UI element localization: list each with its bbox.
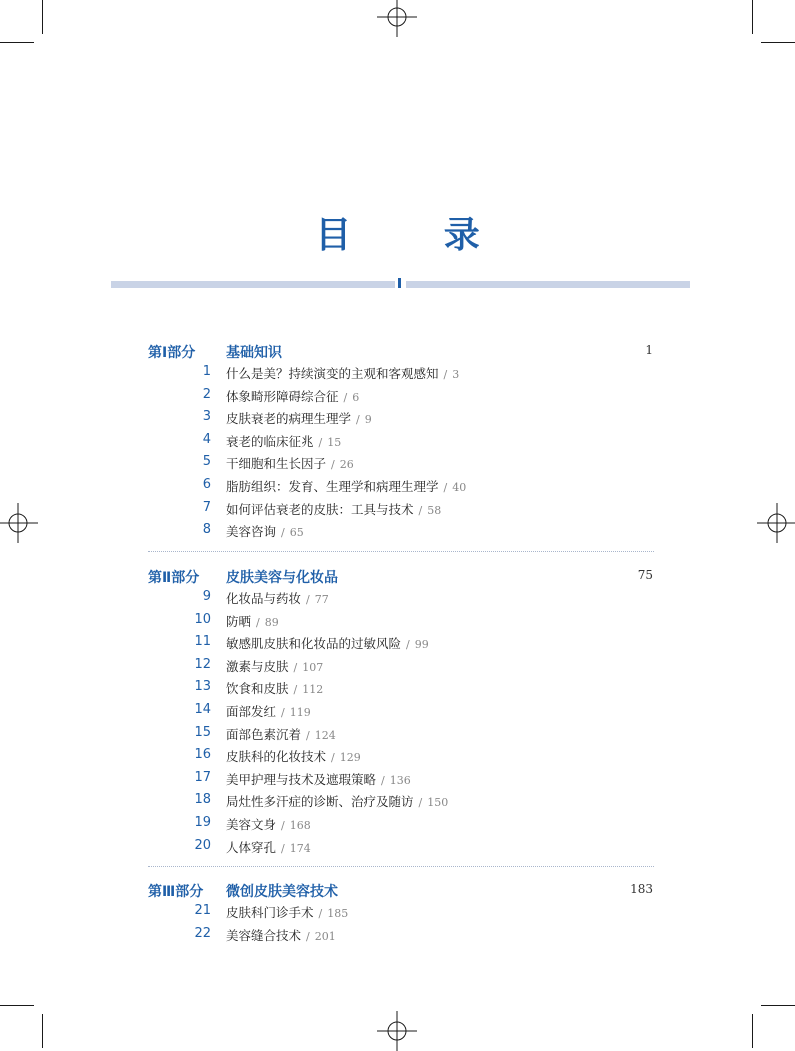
chapter-page-number: 185 [327, 907, 349, 920]
chapter-number: 3 [202, 409, 211, 425]
chapter-title-text: 美甲护理与技术及遮瑕策略 [226, 771, 377, 787]
chapter-entry[interactable] [0, 364, 795, 384]
section-divider [148, 866, 654, 867]
chapter-page-number: 129 [339, 751, 361, 765]
chapter-entry[interactable] [0, 522, 795, 542]
page-separator: / [306, 593, 310, 606]
page-separator: / [331, 458, 335, 472]
chapter-title [226, 657, 323, 675]
chapter-title [226, 903, 348, 921]
chapter-entry[interactable] [0, 612, 795, 632]
page-separator: / [281, 819, 285, 832]
chapter-title [226, 522, 304, 540]
chapter-title-text: 如何评估衰老的皮肤：工具与技术 [226, 501, 414, 517]
chapter-number: 16 [194, 747, 211, 763]
chapter-title [226, 477, 466, 495]
part-heading[interactable] [0, 881, 795, 903]
part-label: 第Ⅰ部分 [148, 345, 196, 361]
chapter-entry[interactable] [0, 702, 795, 722]
chapter-page-number: 6 [352, 390, 360, 404]
chapter-entry[interactable] [0, 926, 795, 946]
chapter-number: 20 [194, 837, 211, 853]
chapter-number: 2 [202, 386, 211, 402]
chapter-entry[interactable] [0, 500, 795, 520]
chapter-number: 8 [202, 522, 211, 538]
chapter-page-number: 99 [414, 638, 429, 652]
page-separator: / [281, 526, 285, 540]
chapter-title [226, 432, 341, 450]
page-separator: / [381, 773, 385, 787]
page-separator: / [281, 841, 285, 855]
chapter-number: 7 [202, 499, 211, 515]
chapter-title [226, 792, 448, 810]
chapter-title [226, 815, 311, 833]
part-label: 第Ⅱ部分 [148, 570, 200, 586]
chapter-page-number: 136 [389, 773, 411, 787]
page-separator: / [418, 796, 423, 810]
part-name: 基础知识 [226, 345, 282, 361]
chapter-title [226, 454, 354, 472]
title-band-marker [398, 278, 401, 288]
page-separator: / [306, 728, 310, 742]
chapter-title [226, 679, 323, 697]
chapter-page-number: 9 [364, 413, 372, 427]
part-page-number: 183 [630, 882, 653, 896]
chapter-page-number: 174 [289, 841, 311, 855]
page-separator: / [256, 615, 260, 629]
chapter-title [226, 838, 311, 856]
chapter-number: 9 [202, 589, 211, 604]
chapter-title [226, 589, 329, 607]
chapter-entry[interactable] [0, 409, 795, 429]
chapter-entry[interactable] [0, 770, 795, 790]
chapter-title [226, 702, 311, 720]
chapter-title [226, 500, 441, 518]
chapter-title-text: 衰老的临床征兆 [226, 433, 314, 449]
chapter-title [226, 725, 336, 743]
chapter-page-number: 15 [327, 435, 342, 449]
chapter-entry[interactable] [0, 432, 795, 452]
chapter-title-text: 激素与皮肤 [226, 658, 289, 674]
part-page-number: 1 [645, 343, 653, 357]
chapter-title-text: 脂肪组织：发育、生理学和病理生理学 [226, 479, 439, 494]
chapter-title-text: 局灶性多汗症的诊断、治疗及随访 [226, 794, 414, 810]
chapter-title [226, 387, 359, 405]
title-band-right [406, 281, 690, 288]
chapter-entry[interactable] [0, 657, 795, 677]
chapter-title-text: 体象畸形障碍综合征 [226, 388, 339, 404]
chapter-title-text: 防晒 [226, 613, 252, 629]
chapter-entry[interactable] [0, 387, 795, 407]
chapter-number: 19 [194, 815, 211, 830]
page-separator: / [318, 907, 323, 920]
chapter-page-number: 77 [314, 593, 329, 606]
chapter-number: 12 [194, 656, 211, 672]
chapter-title-text: 美容咨询 [226, 524, 277, 540]
chapter-title-text: 什么是美？持续演变的主观和客观感知 [226, 366, 439, 381]
page-separator: / [418, 503, 423, 517]
chapter-number: 10 [194, 611, 211, 627]
chapter-entry[interactable] [0, 589, 795, 609]
chapter-entry[interactable] [0, 477, 795, 497]
chapter-number: 18 [194, 792, 211, 808]
chapter-title [226, 747, 361, 765]
chapter-title-text: 人体穿孔 [226, 839, 277, 855]
page-separator: / [356, 413, 360, 427]
chapter-title-text: 敏感肌皮肤和化妆品的过敏风险 [226, 636, 402, 652]
chapter-title [226, 364, 459, 382]
chapter-title-text: 饮食和皮肤 [226, 681, 289, 697]
chapter-entry[interactable] [0, 903, 795, 923]
page-separator: / [281, 706, 285, 719]
chapter-page-number: 124 [314, 728, 336, 742]
part-name: 微创皮肤美容技术 [226, 884, 338, 900]
chapter-title-text: 美容文身 [226, 817, 277, 832]
page-separator: / [293, 683, 298, 697]
chapter-page-number: 150 [427, 796, 449, 810]
title-band-left [111, 281, 395, 288]
chapter-page-number: 3 [452, 368, 460, 381]
chapter-entry[interactable] [0, 679, 795, 699]
chapter-title-text: 面部发红 [226, 704, 277, 719]
chapter-entry[interactable] [0, 725, 795, 745]
chapter-page-number: 26 [339, 458, 354, 472]
part-heading[interactable] [0, 342, 795, 364]
part-name: 皮肤美容与化妆品 [226, 570, 338, 586]
page-separator: / [293, 660, 298, 674]
chapter-entry[interactable] [0, 747, 795, 767]
chapter-title [226, 612, 279, 630]
chapter-number: 11 [194, 634, 211, 650]
chapter-title [226, 926, 336, 944]
page-separator: / [306, 929, 310, 943]
chapter-entry[interactable] [0, 792, 795, 812]
chapter-page-number: 40 [452, 481, 467, 494]
page-separator: / [443, 368, 448, 381]
chapter-title-text: 面部色素沉着 [226, 726, 302, 742]
chapter-page-number: 65 [289, 526, 304, 540]
chapter-title-text: 美容缝合技术 [226, 927, 302, 943]
chapter-title-text: 皮肤科门诊手术 [226, 905, 314, 920]
part-heading[interactable] [0, 567, 795, 589]
chapter-title-text: 干细胞和生长因子 [226, 456, 327, 472]
chapter-entry[interactable] [0, 634, 795, 654]
chapter-entry[interactable] [0, 454, 795, 474]
chapter-number: 17 [194, 769, 211, 785]
section-divider [148, 551, 654, 552]
registration-mark-bottom [377, 1011, 417, 1051]
chapter-page-number: 119 [289, 706, 311, 719]
part-label: 第Ⅲ部分 [148, 884, 204, 900]
page-separator: / [343, 390, 348, 404]
page-separator: / [318, 435, 323, 449]
chapter-entry[interactable] [0, 838, 795, 858]
chapter-number: 4 [202, 431, 211, 447]
page-separator: / [406, 638, 410, 652]
page-separator: / [331, 751, 335, 765]
chapter-number: 1 [202, 364, 211, 379]
page-separator: / [443, 481, 448, 494]
registration-mark-top [377, 0, 417, 37]
chapter-page-number: 168 [289, 819, 311, 832]
chapter-page-number: 112 [302, 683, 324, 697]
part-page-number: 75 [637, 568, 653, 582]
chapter-number: 15 [194, 724, 211, 740]
chapter-title-text: 皮肤科的化妆技术 [226, 749, 327, 765]
page-title: 目 录 [315, 215, 520, 256]
chapter-title-text: 皮肤衰老的病理生理学 [226, 411, 352, 427]
chapter-number: 14 [194, 702, 211, 717]
chapter-number: 21 [194, 903, 211, 918]
chapter-number: 13 [194, 679, 211, 695]
chapter-number: 22 [194, 925, 211, 941]
chapter-page-number: 107 [302, 660, 324, 674]
chapter-page-number: 89 [264, 615, 279, 629]
chapter-title [226, 770, 411, 788]
chapter-title [226, 409, 372, 427]
chapter-title-text: 化妆品与药妆 [226, 591, 302, 606]
chapter-title [226, 634, 429, 652]
chapter-number: 6 [202, 477, 211, 492]
chapter-page-number: 201 [314, 929, 336, 943]
chapter-number: 5 [202, 454, 211, 470]
chapter-entry[interactable] [0, 815, 795, 835]
chapter-page-number: 58 [427, 503, 442, 517]
